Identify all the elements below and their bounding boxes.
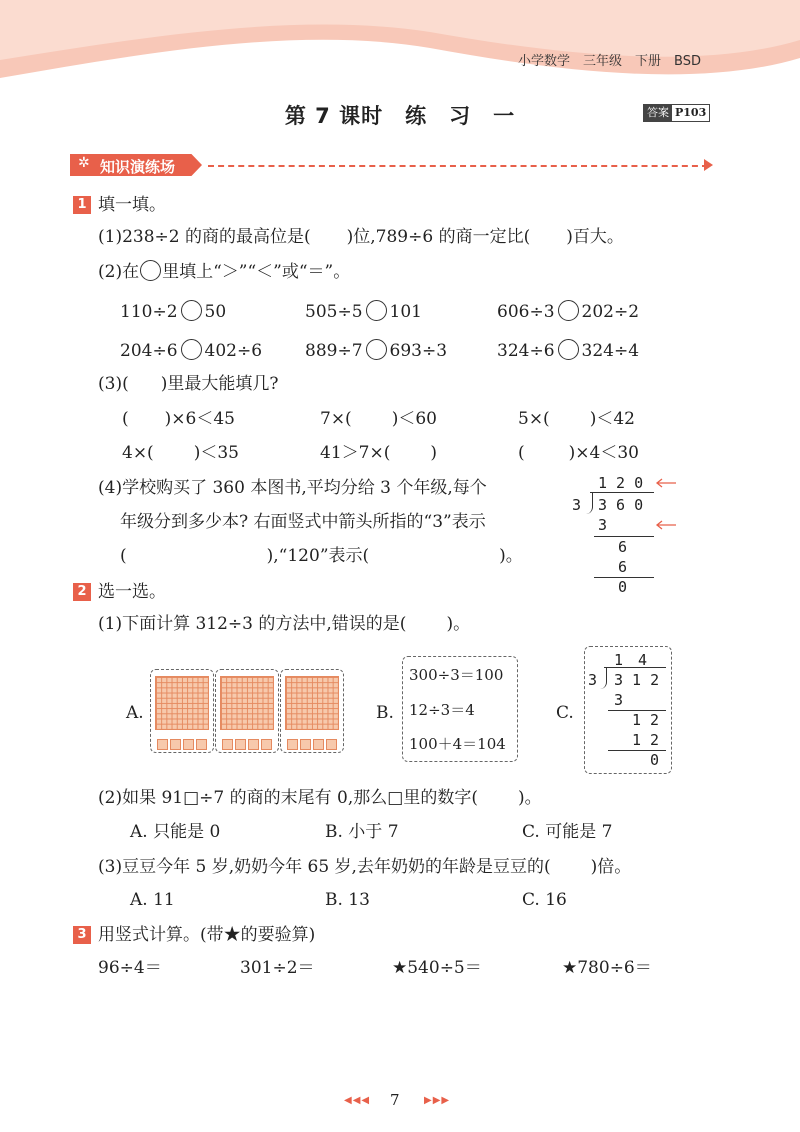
q1p2-text2: 里填上“＞”“＜”或“＝”。 (162, 262, 351, 282)
calc-item[interactable]: ★540÷5＝ (392, 958, 482, 978)
q1p2-text: (2)在 (98, 262, 140, 282)
q2p3-option-a[interactable]: A. 11 (130, 890, 175, 910)
option-b-label[interactable]: B. (376, 703, 394, 723)
option-c-label[interactable]: C. (556, 703, 574, 723)
arrow-icon (654, 478, 678, 488)
section-title: 知识演练场 (100, 158, 176, 176)
section-divider (208, 165, 708, 167)
calc-item[interactable]: 301÷2＝ (240, 958, 315, 978)
question-2-number: 2 (73, 583, 91, 601)
compare-item: 110÷2 50 (120, 302, 227, 322)
hundred-grid-icon (155, 676, 209, 730)
q2-part1: (1)下面计算 312÷3 的方法中,错误的是( )。 (98, 614, 471, 634)
fill-item: 5×( )＜42 (518, 409, 635, 429)
q2p2-option-b[interactable]: B. 小于 7 (325, 822, 399, 842)
q1-part1 (98, 226, 624, 248)
div-divisor: 3 (588, 671, 598, 689)
div-step2: 1 2 (632, 711, 660, 729)
q2p3-option-b[interactable]: B. 13 (325, 890, 370, 910)
circle-blank[interactable] (140, 260, 161, 281)
divider-arrow-icon (704, 159, 713, 171)
q1-part2 (98, 260, 350, 283)
calc-item[interactable]: 96÷4＝ (98, 958, 162, 978)
question-1-number: 1 (73, 196, 91, 214)
calc-item[interactable]: ★780÷6＝ (562, 958, 652, 978)
answer-page: P103 (675, 106, 707, 119)
q1-part4-line2: 年级分到多少本? 右面竖式中箭头所指的“3”表示 (120, 512, 486, 532)
div-step3: 6 (618, 558, 628, 576)
option-b-line: 12÷3＝4 (409, 701, 475, 719)
div-step2: 6 (618, 538, 628, 556)
circle-blank[interactable] (558, 339, 579, 360)
circle-blank[interactable] (366, 339, 387, 360)
option-b-line: 100＋4＝104 (409, 735, 506, 753)
arrow-icon (654, 520, 678, 530)
option-a-label[interactable]: A. (126, 703, 144, 723)
div-bracket (600, 667, 607, 689)
circle-blank[interactable] (181, 339, 202, 360)
book-info: 小学数学 三年级 下册 BSD (518, 54, 701, 69)
question-1-title: 填一填。 (98, 195, 166, 215)
question-3-number: 3 (73, 926, 91, 944)
div-step1: 3 (614, 691, 624, 709)
div-dividend: 3 6 0 (598, 496, 644, 514)
q2-part3: (3)豆豆今年 5 岁,奶奶今年 65 岁,去年奶奶的年龄是豆豆的( )倍。 (98, 857, 632, 877)
footer-left-arrows: ◀◀◀ (344, 1095, 371, 1106)
unit-cubes (222, 735, 274, 754)
div-remainder: 0 (618, 578, 628, 596)
fill-item: ( )×6＜45 (122, 409, 235, 429)
div-remainder: 0 (650, 751, 660, 769)
compare-item: 606÷3 202÷2 (497, 302, 640, 322)
q2p3-option-c[interactable]: C. 16 (522, 890, 567, 910)
lesson-title: 第 7 课时 练 习 一 (284, 104, 516, 128)
compare-item: 505÷5 101 (305, 302, 422, 322)
q1-part3: (3)( )里最大能填几? (98, 374, 279, 394)
hundred-grid-icon (220, 676, 274, 730)
q1p1-text-b: )位,789÷6 的商一定比( (346, 227, 531, 247)
div-step1: 3 (598, 516, 608, 534)
div-quotient: 1 2 0 (598, 474, 644, 492)
q1-part4-line1: (4)学校购买了 360 本图书,平均分给 3 个年级,每个 (98, 478, 487, 498)
div-line (604, 667, 666, 668)
div-quotient: 1 4 (614, 651, 648, 669)
fill-item: 41＞7×( ) (320, 443, 437, 463)
div-step3: 1 2 (632, 731, 660, 749)
circle-blank[interactable] (181, 300, 202, 321)
question-3-title: 用竖式计算。(带★的要验算) (98, 925, 316, 945)
circle-blank[interactable] (558, 300, 579, 321)
header-band (0, 0, 800, 95)
q2-part2: (2)如果 91□÷7 的商的末尾有 0,那么□里的数字( )。 (98, 788, 542, 808)
q2p2-option-c[interactable]: C. 可能是 7 (522, 822, 613, 842)
q1p1-text-a: (1)238÷2 的商的最高位是( (98, 227, 311, 247)
fill-item: ( )×4＜30 (518, 443, 639, 463)
unit-cubes (157, 735, 209, 754)
answer-tag: 答案 (644, 105, 672, 121)
option-b-line: 300÷3＝100 (409, 666, 504, 684)
q1p1-text-c: )百大。 (566, 227, 624, 247)
div-dividend: 3 1 2 (614, 671, 660, 689)
compare-item: 204÷6 402÷6 (120, 341, 263, 361)
q2p2-option-a[interactable]: A. 只能是 0 (130, 822, 221, 842)
section-icon: ✲ (78, 155, 90, 171)
fill-item: 7×( )＜60 (320, 409, 437, 429)
page-number: 7 (390, 1091, 400, 1109)
compare-item: 324÷6 324÷4 (497, 341, 640, 361)
div-line (594, 536, 654, 537)
circle-blank[interactable] (366, 300, 387, 321)
q1-part4-line3: ( ),“120”表示( )。 (120, 546, 523, 566)
unit-cubes (287, 735, 339, 754)
answer-reference (643, 104, 710, 122)
div-bracket (586, 492, 593, 514)
hundred-grid-icon (285, 676, 339, 730)
question-2-title: 选一选。 (98, 582, 166, 602)
div-divisor: 3 (572, 496, 582, 514)
div-line (590, 492, 654, 493)
compare-item: 889÷7 693÷3 (305, 341, 448, 361)
footer-right-arrows: ▶▶▶ (424, 1095, 451, 1106)
fill-item: 4×( )＜35 (122, 443, 239, 463)
